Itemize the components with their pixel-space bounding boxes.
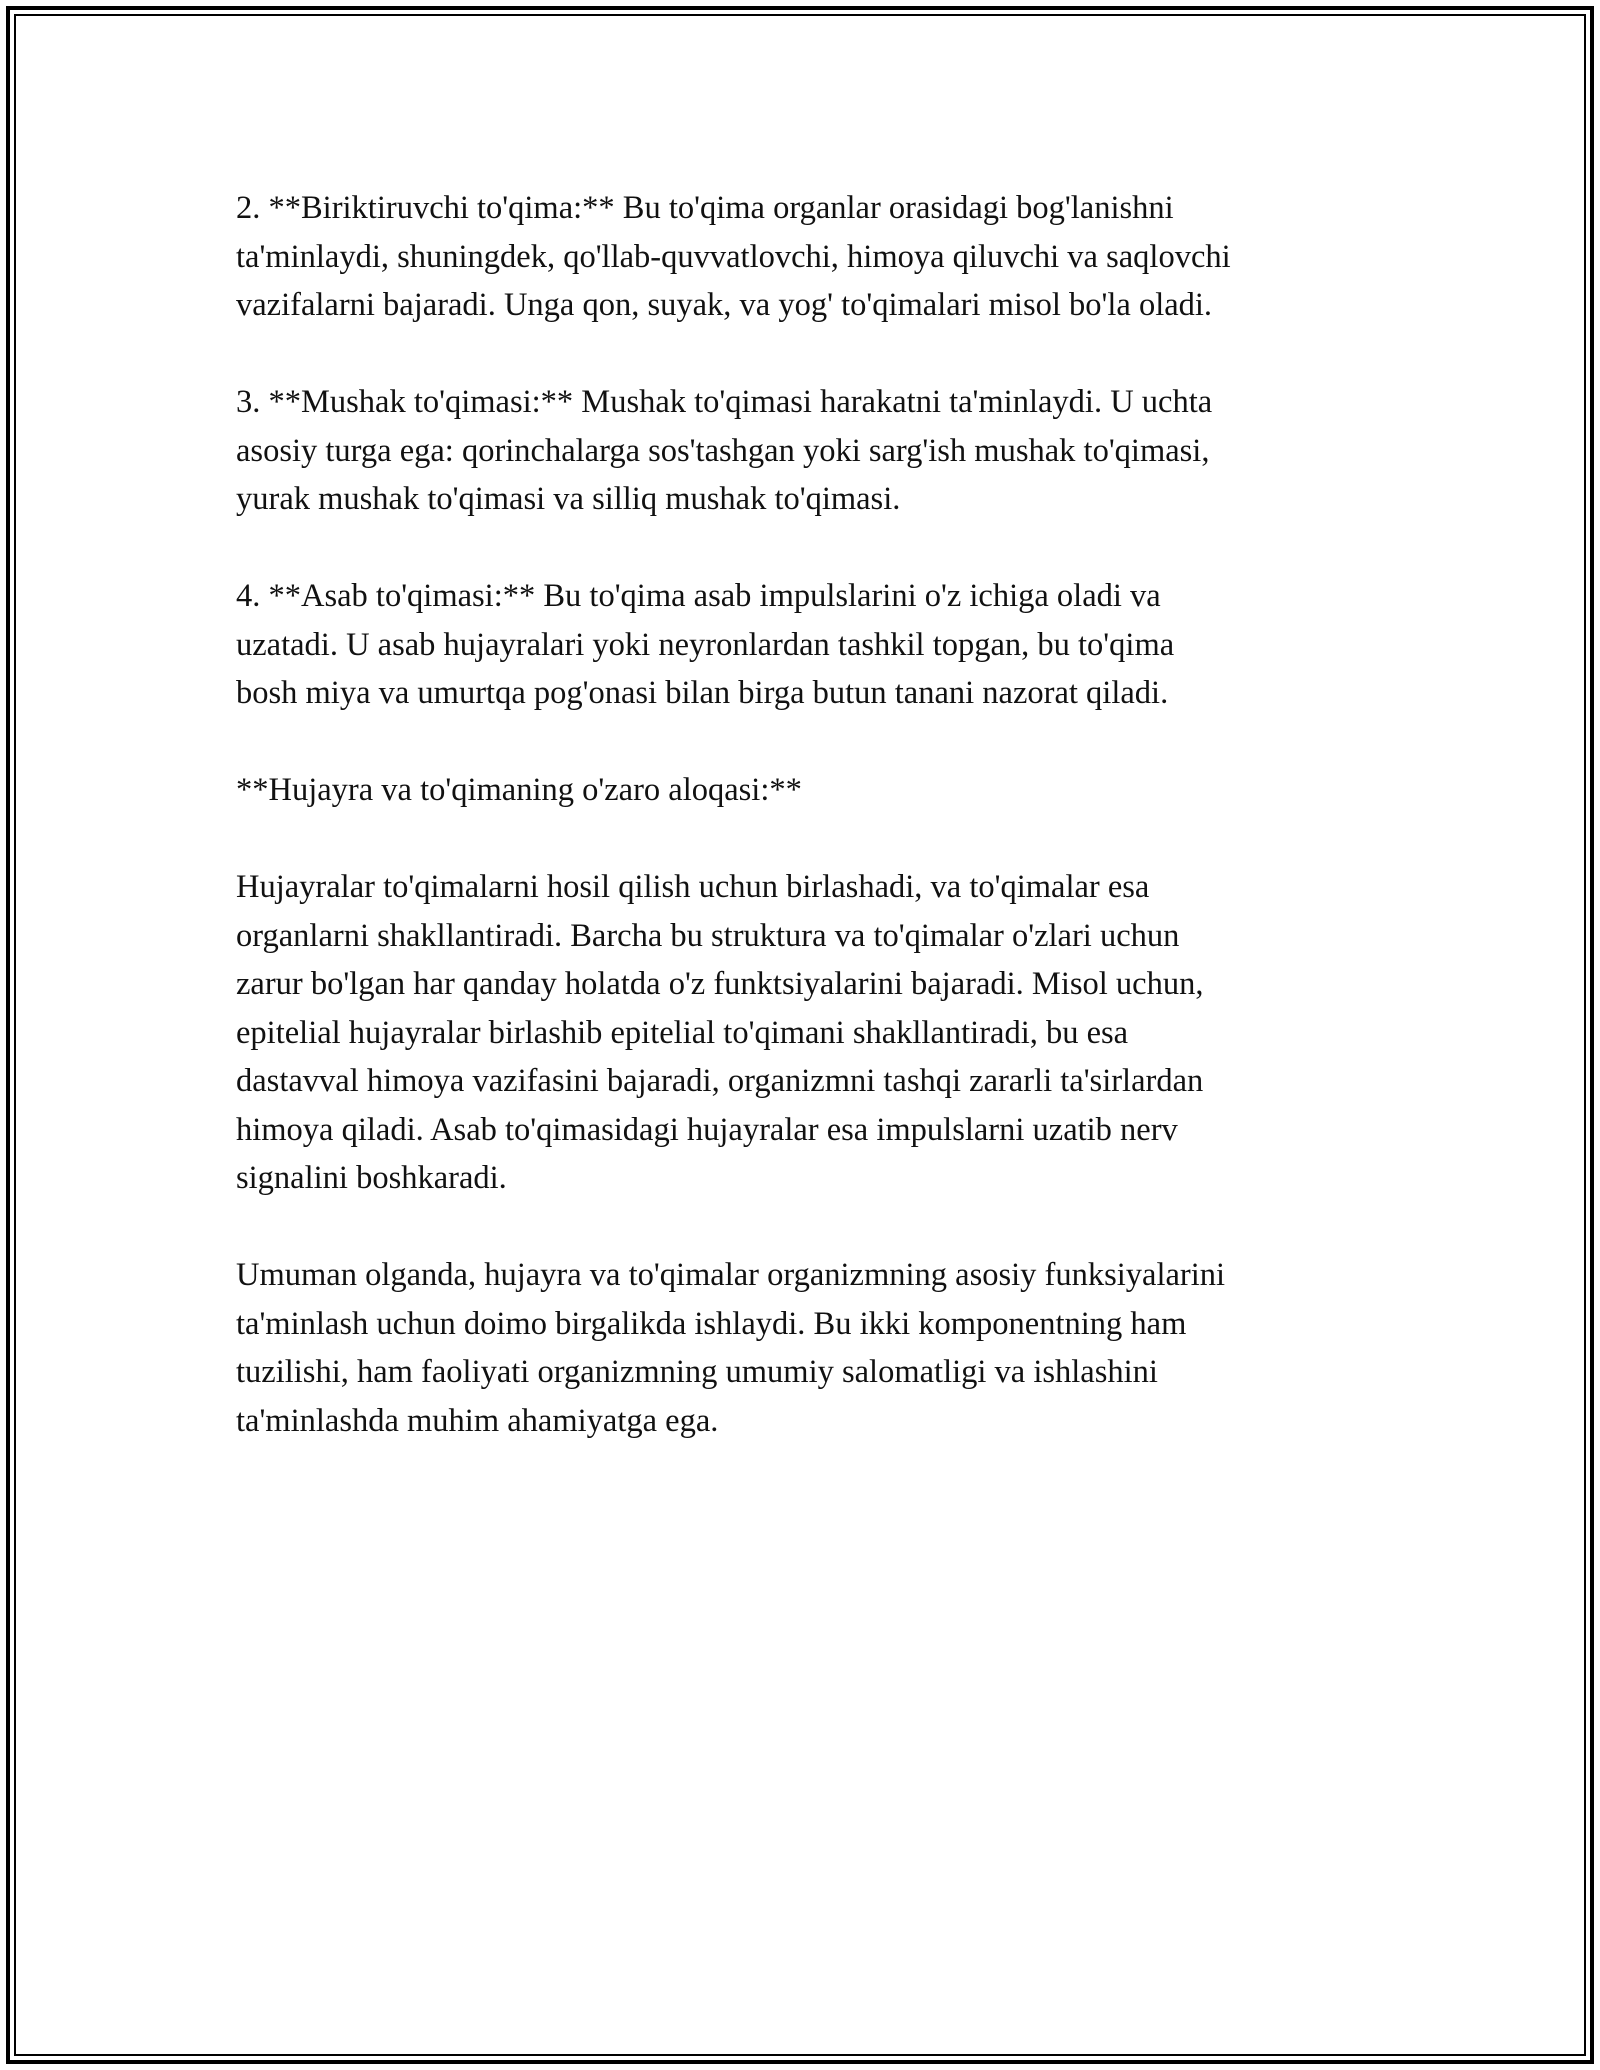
document-body (236, 184, 1396, 1494)
section-heading-cell-tissue-relation: **Hujayra va to'qimaning o'zaro aloqasi:** (236, 772, 802, 808)
paragraph-connective-tissue: 2. **Biriktiruvchi to'qima:** Bu to'qima organlar orasidagi bog'lanishni ta'minlaydi, shuningdek, qo'llab-quvvatlovchi, himoya qiluvchi va saqlovchi vazifalarni bajaradi. Unga qon, suyak, va yog' to'qimalari misol bo'la oladi. (236, 190, 1231, 323)
paragraph-cell-tissue-relation: Hujayralar to'qimalarni hosil qilish uchun birlashadi, va to'qimalar esa organlarni shakllantiradi. Barcha bu struktura va to'qimalar o'zlari uchun zarur bo'lgan har qanday holatda o'z funktsiyalarini bajaradi. Misol uchun, epitelial hujayralar birlashib epitelial to'qimani shakllantiradi, bu esa dastavval himoya vazifasini bajaradi, organizmni tashqi zararli ta'sirlardan himoya qiladi. Asab to'qimasidagi hujayralar esa impulslarni uzatib nerv signalini boshkaradi. (236, 869, 1204, 1196)
paragraph-nerve-tissue: 4. **Asab to'qimasi:** Bu to'qima asab impulslarini o'z ichiga oladi va uzatadi. U asab hujayralari yoki neyronlardan tashkil topgan, bu to'qima bosh miya va umurtqa pog'onasi bilan birga butun tanani nazorat qiladi. (236, 578, 1175, 711)
paragraph-muscle-tissue: 3. **Mushak to'qimasi:** Mushak to'qimasi harakatni ta'minlaydi. U uchta asosiy turga ega: qorinchalarga sos'tashgan yoki sarg'ish mushak to'qimasi, yurak mushak to'qimasi va silliq mushak to'qimasi. (236, 384, 1213, 517)
paragraph-conclusion: Umuman olganda, hujayra va to'qimalar organizmning asosiy funksiyalarini ta'minlash uchun doimo birgalikda ishlaydi. Bu ikki komponentning ham tuzilishi, ham faoliyati organizmning umumiy salomatligi va ishlashini ta'minlashda muhim ahamiyatga ega. (236, 1257, 1226, 1439)
